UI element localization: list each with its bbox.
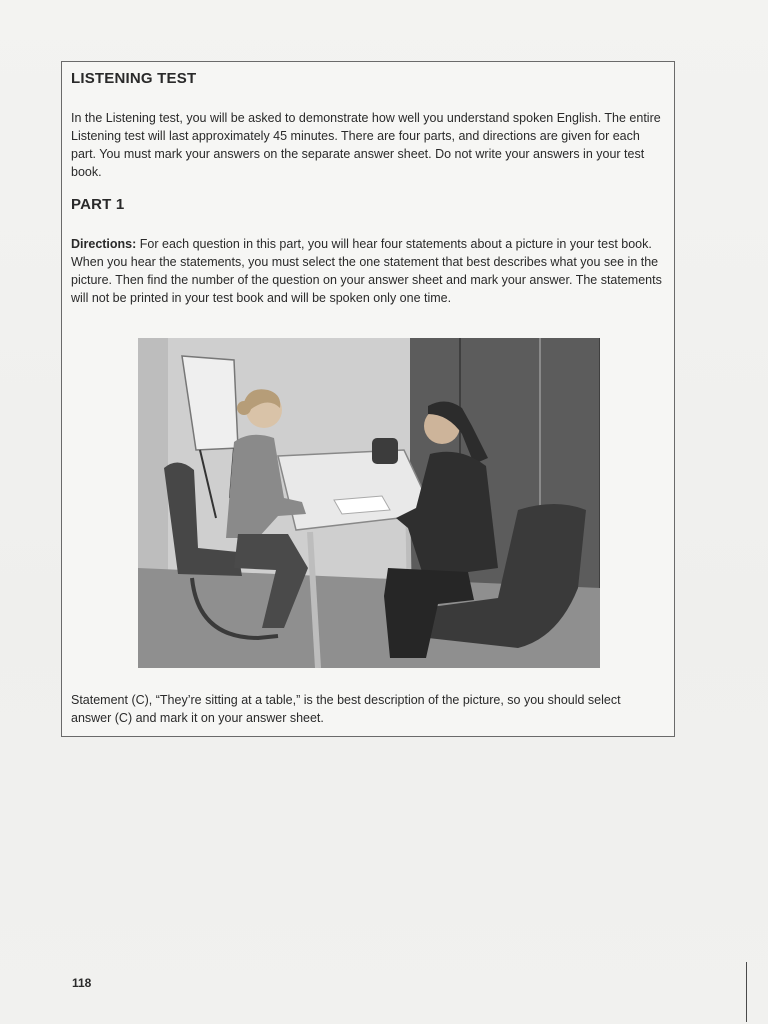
- directions-paragraph: [71, 235, 663, 307]
- statement-paragraph: Statement (C), “They’re sitting at a table,” is the best description of the picture, so you should select answer (C) and mark it on your answer sheet.: [71, 693, 621, 725]
- directions-text: For each question in this part, you will hear four statements about a picture in your test book. When you hear the statements, you must select the one statement that best describes what you see in the picture. Then find the number of the question on your answer sheet and mark your answer. The statements will not be printed in your test book and will be spoken only one time.: [71, 237, 662, 305]
- example-photo: [138, 338, 600, 668]
- intro-paragraph: In the Listening test, you will be asked to demonstrate how well you understand spoken English. The entire Listening test will last approximately 45 minutes. There are four parts, and directions are given for each part. You must mark your answers on the separate answer sheet. Do not write your answers in your test book.: [71, 111, 661, 179]
- page-number: 118: [72, 976, 92, 990]
- page-title: LISTENING TEST: [71, 70, 197, 87]
- page-edge-line: [746, 962, 747, 1022]
- directions-label: Directions:: [71, 237, 137, 251]
- part-title: PART 1: [71, 196, 125, 213]
